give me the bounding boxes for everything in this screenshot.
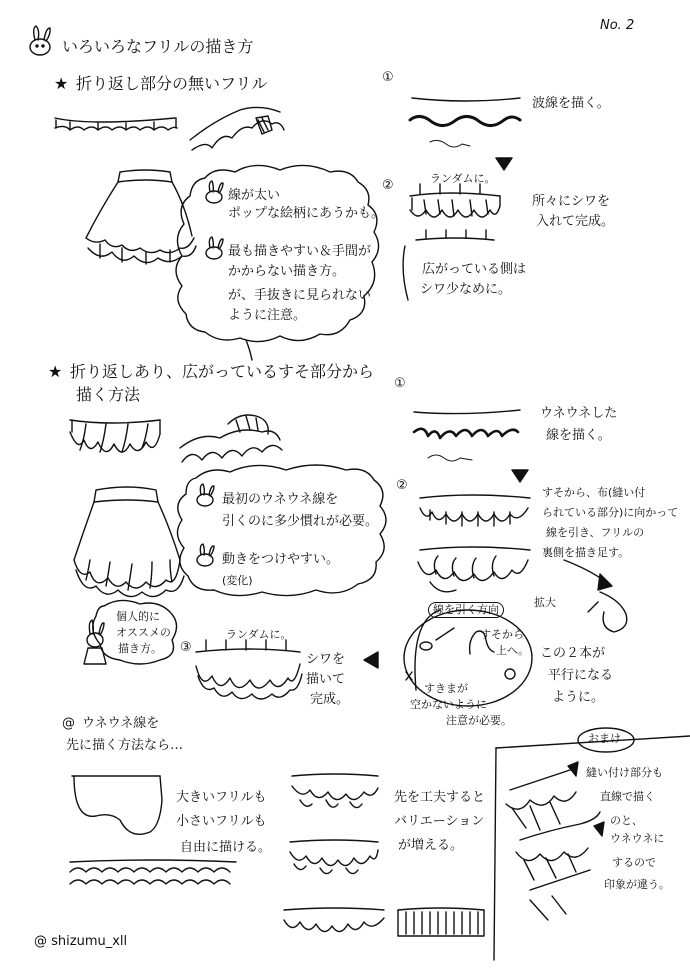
step3-instruction-line1: シワを <box>306 652 346 667</box>
parallel-note-line2: 平行になる <box>548 668 614 683</box>
skirt-folded <box>74 487 184 597</box>
zoomed-fold <box>588 592 627 632</box>
step1-wavy <box>414 410 520 461</box>
from-hem-line2: 上へ。 <box>496 644 529 657</box>
at-icon: @ <box>62 716 75 731</box>
gap-note-line1: すきまが <box>424 682 468 695</box>
step2-instruction-line4: 裏側を描き足す。 <box>542 546 630 559</box>
curved-frill-strip <box>190 107 284 150</box>
step2-folded <box>418 495 530 592</box>
bonus-text: 縫い付け部分も <box>586 766 663 779</box>
step1-instruction-line1: ウネウネした <box>540 406 618 421</box>
speech-bubble <box>177 465 386 596</box>
draw-direction-label: 線を引く方向 <box>428 602 504 618</box>
bubble-text: 線が太い <box>228 188 281 203</box>
bunny-icon <box>206 181 223 203</box>
bubble-text: 最も描きやすい＆手間が <box>228 244 372 259</box>
recommend-line2: オススメの <box>116 626 171 639</box>
step2-instruction-line2: られている部分)に向かって <box>542 506 679 519</box>
note2-line3: が増える。 <box>398 838 464 853</box>
bonus-label: おまけ <box>588 732 621 745</box>
step-number: ② <box>382 178 394 193</box>
parallel-note-line1: この２本が <box>540 646 606 661</box>
step2-frill <box>410 184 500 240</box>
gap-note-line3: 注意が必要。 <box>446 714 512 727</box>
step1-lines <box>410 98 520 147</box>
bonus-text: ウネウネに <box>610 832 665 845</box>
step-number: ③ <box>180 640 192 655</box>
bubble-text: 動きをつけやすい。 <box>222 552 340 567</box>
arrow-left-icon <box>364 652 378 668</box>
section2-heading-line1: 折り返しあり、広がっているすそ部分から <box>70 362 375 381</box>
step2-instruction-line2: 入れて完成。 <box>536 214 615 229</box>
step-number: ① <box>394 376 406 391</box>
recommend-line3: 描き方。 <box>118 642 162 655</box>
note1-line1: 大きいフリルも <box>176 790 267 805</box>
arrow-down-icon <box>512 470 528 482</box>
note1-line2: 小さいフリルも <box>176 814 267 829</box>
from-hem-line1: すそから <box>480 628 524 641</box>
bubble-text: (変化) <box>222 574 253 587</box>
random-note: ランダムに。 <box>226 628 292 641</box>
folded-frill-strip <box>70 420 160 452</box>
bonus-text: 直線で描く <box>600 790 655 803</box>
bonus-frills <box>506 762 604 920</box>
star-icon: ★ <box>54 74 69 93</box>
step3-instruction-line3: 完成。 <box>310 692 350 707</box>
random-note: ランダムに。 <box>430 172 496 185</box>
step2-note-line2: シワ少なめに。 <box>420 282 512 297</box>
bubble-text: 引くのに多少慣れが必要。 <box>222 514 379 529</box>
page-number: No. 2 <box>600 18 635 33</box>
note2-line2: バリエーション <box>394 814 485 829</box>
step2-instruction-line1: 所々にシワを <box>532 194 611 209</box>
curly-frill-strip <box>180 415 282 462</box>
bubble-text: ポップな絵柄にあうかも。 <box>228 206 385 221</box>
step1-instruction-line2: 線を描く。 <box>546 428 611 443</box>
bonus-text: 印象が違う。 <box>604 878 670 891</box>
section1-heading: 折り返し部分の無いフリル <box>76 74 268 93</box>
zoom-label: 拡大 <box>534 596 556 609</box>
arrow-down-icon <box>496 158 512 170</box>
flat-frill-strip <box>55 118 177 130</box>
step2-instruction-line1: すそから、布(縫い付 <box>542 486 646 499</box>
section2-heading-line2: 描く方法 <box>76 385 141 404</box>
step3-instruction-line2: 描いて <box>306 672 346 687</box>
bunny-figure <box>84 620 106 664</box>
bubble-text: ように注意。 <box>228 308 307 323</box>
bubble-text: かからない描き方。 <box>228 264 346 279</box>
parallel-note-line3: ように。 <box>552 690 605 705</box>
step2-note-line1: 広がっている側は <box>422 262 527 277</box>
page-title: いろいろなフリルの描き方 <box>62 37 254 56</box>
credit: @ shizumu_xll <box>34 934 128 949</box>
bunny-icon <box>30 26 50 55</box>
bubble-text: 最初のウネウネ線を <box>222 492 339 507</box>
bubble-text: が、手抜きに見られない <box>228 288 372 303</box>
step2-instruction-line3: 線を引き、フリルの <box>546 526 645 539</box>
bunny-icon <box>206 237 223 259</box>
step-number: ① <box>382 70 394 85</box>
bonus-text: のと、 <box>610 814 643 827</box>
step3-frill <box>196 640 302 699</box>
bunny-icon <box>197 544 214 566</box>
bonus-text: するので <box>612 856 656 869</box>
note1-line3: 自由に描ける。 <box>180 840 272 855</box>
step-number: ② <box>396 478 408 493</box>
note2-line1: 先を工夫すると <box>394 790 486 805</box>
gap-note-line2: 空かないように <box>410 698 487 711</box>
recommend-line1: 個人的に <box>116 610 160 623</box>
step1-instruction: 波線を描く。 <box>532 96 610 111</box>
section3-heading-line2: 先に描く方法なら… <box>66 738 184 753</box>
section3-heading-line1: ウネウネ線を <box>82 716 160 731</box>
bunny-icon <box>197 484 214 506</box>
star-icon: ★ <box>48 362 63 381</box>
